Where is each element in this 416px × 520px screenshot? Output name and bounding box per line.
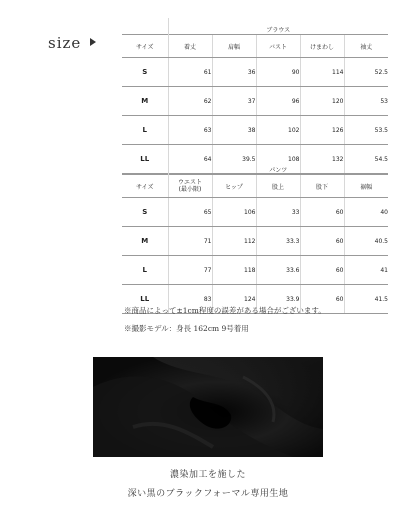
table-row <box>122 256 388 285</box>
value-cell: 106 <box>212 198 256 227</box>
value-cell: 53 <box>344 87 388 116</box>
value-cell: 114 <box>300 58 344 87</box>
size-cell: L <box>122 256 168 285</box>
value-cell: 102 <box>256 116 300 145</box>
size-cell: LL <box>122 285 168 314</box>
blouse-header: 着丈 <box>168 35 212 58</box>
pants-header: サイズ <box>122 175 168 198</box>
pants-title: パンツ <box>168 158 388 175</box>
size-cell: S <box>122 198 168 227</box>
caption-line-2: 深い黒のブラックフォーマル専用生地 <box>127 489 289 499</box>
value-cell: 41 <box>344 256 388 285</box>
fabric-folds-graphic <box>93 357 323 457</box>
table-row <box>122 116 388 145</box>
size-cell: L <box>122 116 168 145</box>
value-cell: 60 <box>300 198 344 227</box>
value-cell: 54.5 <box>344 145 388 174</box>
value-cell: 90 <box>256 58 300 87</box>
caption-line-1: 濃染加工を施した <box>169 470 246 480</box>
pants-header: 裾幅 <box>344 175 388 198</box>
pants-size-table <box>122 158 388 314</box>
value-cell: 60 <box>300 285 344 314</box>
blouse-header: 肩幅 <box>212 35 256 58</box>
value-cell: 52.5 <box>344 58 388 87</box>
value-cell: 124 <box>212 285 256 314</box>
model-note: ※撮影モデル：身長 162cm 9号着用 <box>124 324 249 333</box>
value-cell: 33.3 <box>256 227 300 256</box>
value-cell: 62 <box>168 87 212 116</box>
value-cell: 63 <box>168 116 212 145</box>
blouse-header: バスト <box>256 35 300 58</box>
fabric-image <box>93 357 323 457</box>
value-cell: 65 <box>168 198 212 227</box>
pants-header: 股上 <box>256 175 300 198</box>
arrow-right-icon <box>90 38 96 46</box>
blouse-title: ブラウス <box>168 18 388 35</box>
value-cell: 33 <box>256 198 300 227</box>
value-cell: 37 <box>212 87 256 116</box>
value-cell: 41.5 <box>344 285 388 314</box>
pants-header: ウエスト (最小限) <box>168 175 212 198</box>
table-row <box>122 58 388 87</box>
value-cell: 33.9 <box>256 285 300 314</box>
value-cell: 132 <box>300 145 344 174</box>
table-row <box>122 198 388 227</box>
pants-header: ヒップ <box>212 175 256 198</box>
size-cell: M <box>122 227 168 256</box>
blouse-header: けまわし <box>300 35 344 58</box>
size-cell: LL <box>122 145 168 174</box>
value-cell: 36 <box>212 58 256 87</box>
value-cell: 120 <box>300 87 344 116</box>
value-cell: 71 <box>168 227 212 256</box>
value-cell: 40.5 <box>344 227 388 256</box>
error-note: ※商品によって±1cm程度の誤差がある場合がございます。 <box>124 306 326 315</box>
blouse-header: サイズ <box>122 35 168 58</box>
value-cell: 61 <box>168 58 212 87</box>
value-cell: 64 <box>168 145 212 174</box>
size-cell: S <box>122 58 168 87</box>
value-cell: 40 <box>344 198 388 227</box>
blouse-size-table <box>122 18 388 174</box>
size-heading: size <box>48 34 82 52</box>
table-row <box>122 227 388 256</box>
blouse-header: 袖丈 <box>344 35 388 58</box>
value-cell: 38 <box>212 116 256 145</box>
pants-header: 股下 <box>300 175 344 198</box>
value-cell: 39.5 <box>212 145 256 174</box>
value-cell: 112 <box>212 227 256 256</box>
value-cell: 33.6 <box>256 256 300 285</box>
value-cell: 108 <box>256 145 300 174</box>
value-cell: 77 <box>168 256 212 285</box>
value-cell: 83 <box>168 285 212 314</box>
value-cell: 126 <box>300 116 344 145</box>
value-cell: 60 <box>300 256 344 285</box>
value-cell: 96 <box>256 87 300 116</box>
value-cell: 53.5 <box>344 116 388 145</box>
value-cell: 118 <box>212 256 256 285</box>
value-cell: 60 <box>300 227 344 256</box>
size-cell: M <box>122 87 168 116</box>
table-row <box>122 87 388 116</box>
